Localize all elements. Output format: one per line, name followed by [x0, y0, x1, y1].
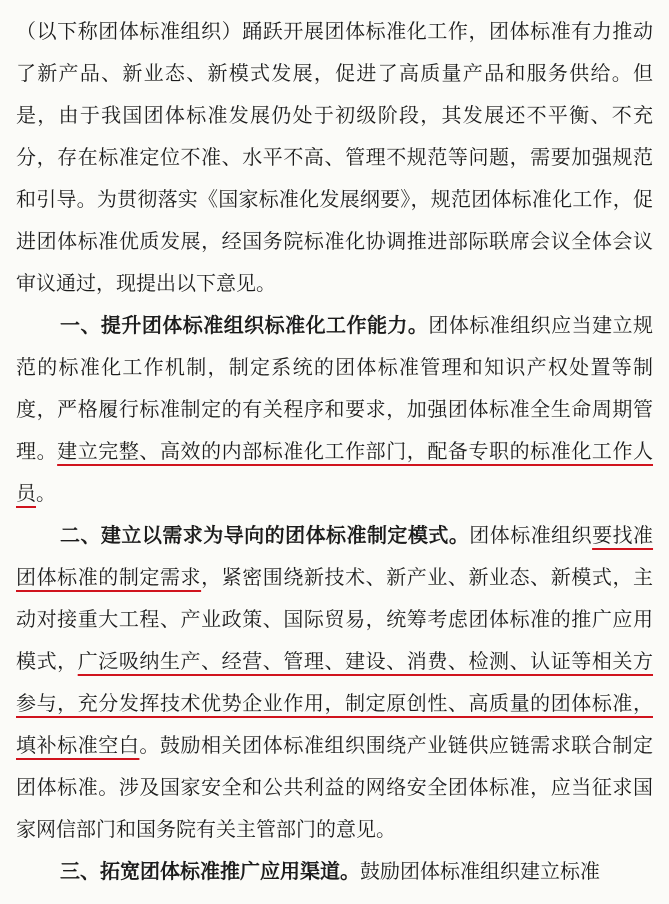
underlined-text: 广泛吸纳生产、经营、管理、建设、消费、检测、认证等相关方参与，充分发挥技术优势企业作用，制定原创性、高质量的团体标准，填补标准空白: [16, 649, 654, 757]
section-heading: 三、拓宽团体标准推广应用渠道。: [60, 859, 360, 883]
text-segment: （以下称团体标准组织）踊跃开展团体标准化工作，团体标准有力推动了新产品、新业态、新模式发展，促进了高质量产品和服务供给。但是，由于我国团体标准发展仍处于初级阶段，其发展还不平衡、不充分，存在标准定位不准、水平不高、管理不规范等问题，需要加强规范和引导。为贯彻落实《国家标准化发展纲要》，规范团体标准化工作，促进团体标准优质发展，经国务院标准化协调推进部际联席会议全体会议审议通过，现提出以下意见。: [16, 19, 653, 295]
section-heading: 一、提升团体标准组织标准化工作能力。: [60, 313, 429, 337]
underlined-text: 要找准团体标准的制定需求: [16, 523, 654, 589]
text-segment: 。鼓励相关团体标准组织围绕产业链供应链需求联合制定团体标准。涉及国家安全和公共利益的网络安全团体标准，应当征求国家网信部门和国务院有关主管部门的意见。: [16, 733, 654, 841]
paragraph-section-3: [16, 850, 653, 892]
paragraph-intro: [16, 10, 653, 304]
section-heading: 二、建立以需求为导向的团体标准制定模式。: [60, 523, 470, 547]
text-segment: ，紧密围绕新技术、新产业、新业态、新模式，主动对接重大工程、产业政策、国际贸易，统筹考虑团体标准的推广应用模式，: [16, 565, 654, 673]
text-segment: 团体标准组织应当建立规范的标准化工作机制，制定系统的团体标准管理和知识产权处置等制度，严格履行标准制定的有关程序和要求，加强团体标准全生命周期管理。: [16, 313, 654, 463]
text-segment: 。: [36, 481, 56, 505]
text-segment: 团体标准组织: [469, 523, 593, 547]
paragraph-section-1: [16, 304, 653, 514]
paragraph-section-2: [16, 514, 653, 850]
text-segment: 鼓励团体标准组织建立标准: [360, 859, 600, 883]
underlined-text: 建立完整、高效的内部标准化工作部门，配备专职的标准化工作人员: [16, 439, 654, 505]
